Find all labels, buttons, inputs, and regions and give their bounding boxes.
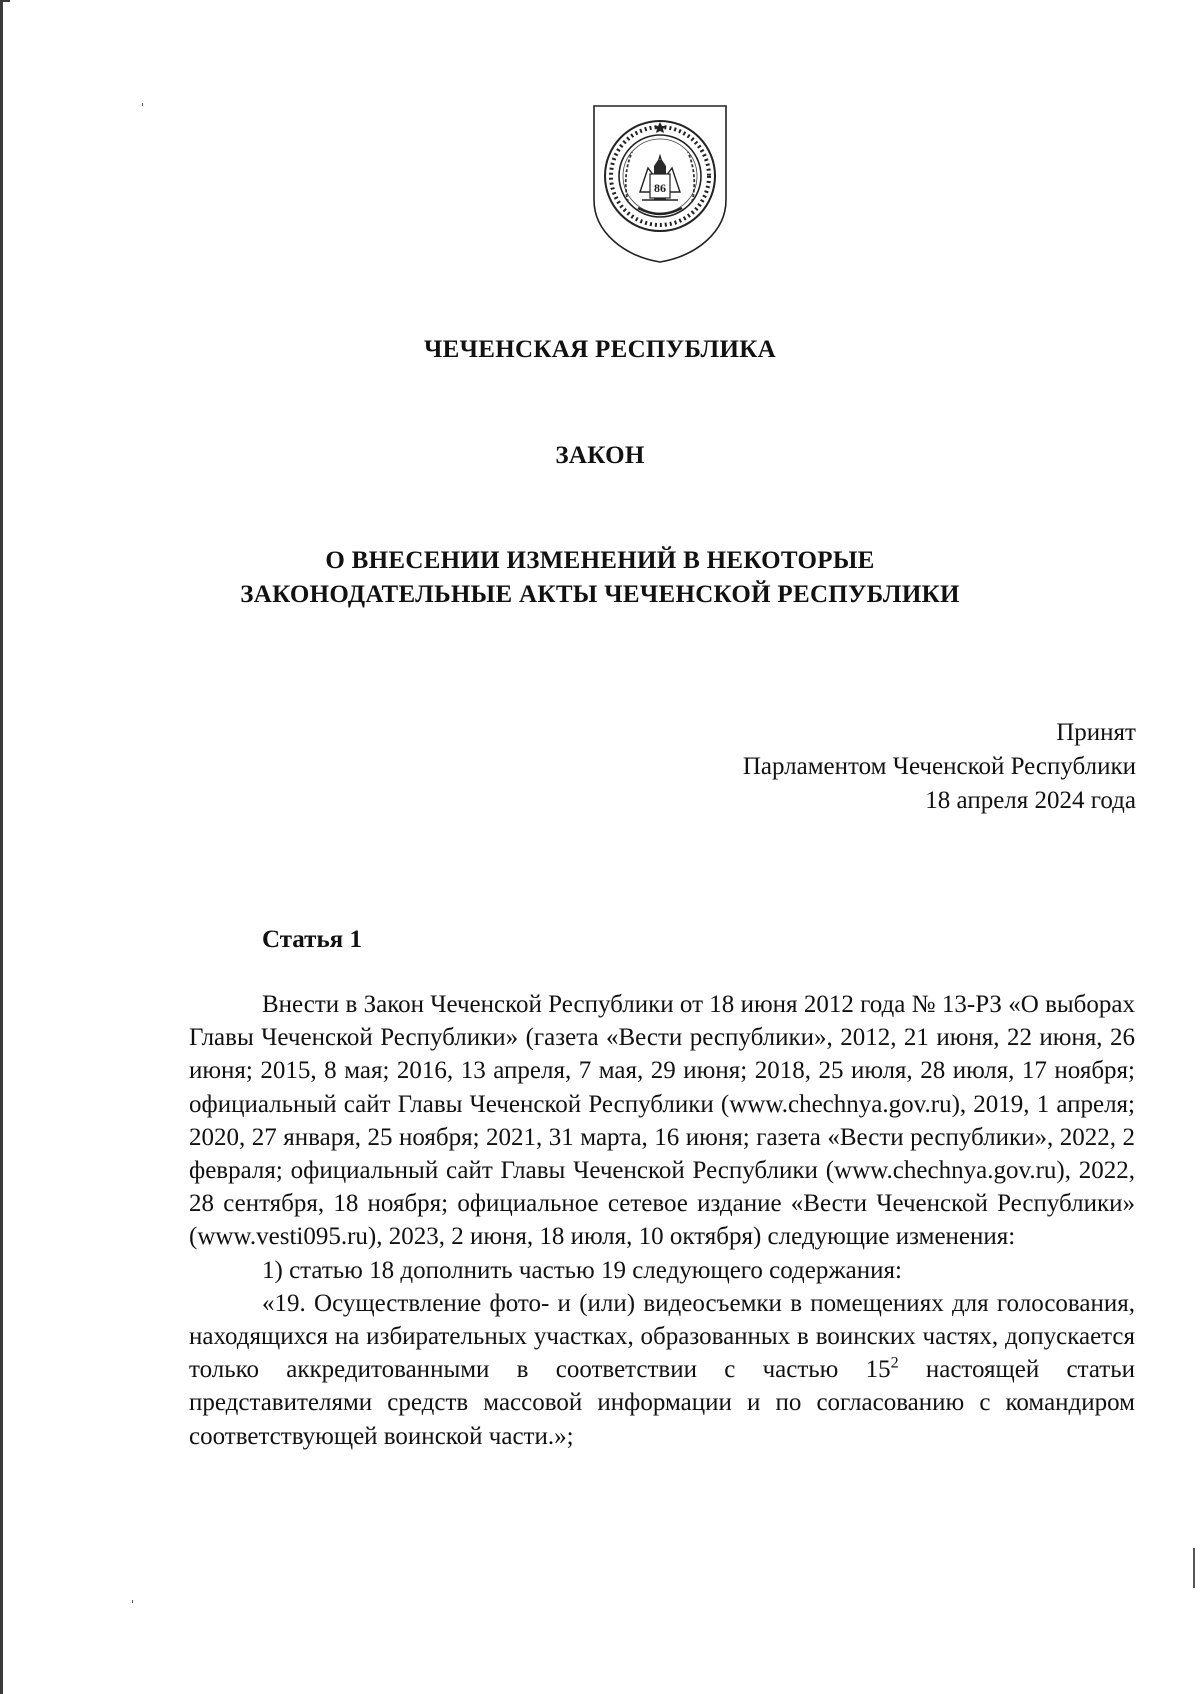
adoption-block xyxy=(743,716,1136,818)
article-heading: Статья 1 xyxy=(262,926,362,953)
quote-part-1: «19. Осуществление фото- и (или) видеосъемки в помещениях для голосования, находящихся на избирательных участках, образованных в воинских частях, допускается только аккредитованными в соответствии с частью 15 xyxy=(189,1289,1135,1384)
quote-part-2: настоящей статьи представителями средств массовой информации и по согласованию с командиром соответствующей воинской части.»; xyxy=(189,1356,1135,1450)
quoted-amendment-paragraph xyxy=(189,1287,1135,1453)
coat-of-arms-emblem xyxy=(592,104,728,264)
adoption-line-2: Парламентом Чеченской Республики xyxy=(742,753,1136,780)
scan-dot-bottom xyxy=(132,1600,133,1603)
republic-heading: ЧЕЧЕНСКАЯ РЕСПУБЛИКА xyxy=(424,336,776,363)
article-item-1: 1) статью 18 дополнить частью 19 следующего содержания: xyxy=(262,1256,902,1284)
svg-text:86: 86 xyxy=(654,181,666,195)
law-title xyxy=(0,544,1200,612)
quote-superscript: 2 xyxy=(890,1354,899,1372)
article-intro-paragraph: Внести в Закон Чеченской Республики от 18 июня 2012 года № 13-РЗ «О выборах Главы Чеченской Республики» (газета «Вести республики», 2012, 21 июня, 22 июня, 26 июня; 2015, 8 мая; 2016, 13 апреля, 7 мая, 29 июня; 2018, 25 июля, 28 июля, 17 ноября; официальный сайт Главы Чеченской Республики (www.chechnya.gov.ru), 2019, 1 апреля; 2020, 27 января, 25 ноября; 2021, 31 марта, 16 июня; газета «Вести республики», 2022, 2 февраля; официальный сайт Главы Чеченской Республики (www.chechnya.gov.ru), 2022, 28 сентября, 18 ноября; официальное сетевое издание «Вести Чеченской Республики» (www.vesti095.ru), 2023, 2 июня, 18 июля, 10 октября) следующие изменения: xyxy=(189,991,1135,1251)
adoption-line-1: Принят xyxy=(1056,719,1136,746)
scan-edge xyxy=(0,0,3,1694)
scan-mark-right xyxy=(1193,1548,1195,1588)
article-body xyxy=(189,988,1135,1453)
law-title-line-2: ЗАКОНОДАТЕЛЬНЫЕ АКТЫ ЧЕЧЕНСКОЙ РЕСПУБЛИКИ xyxy=(240,581,960,608)
scan-dot-top xyxy=(142,103,143,106)
document-type-heading: ЗАКОН xyxy=(555,442,645,469)
scan-edge-top xyxy=(0,0,10,2)
law-title-line-1: О ВНЕСЕНИИ ИЗМЕНЕНИЙ В НЕКОТОРЫЕ xyxy=(325,547,875,574)
adoption-date: 18 апреля 2024 года xyxy=(925,787,1136,814)
